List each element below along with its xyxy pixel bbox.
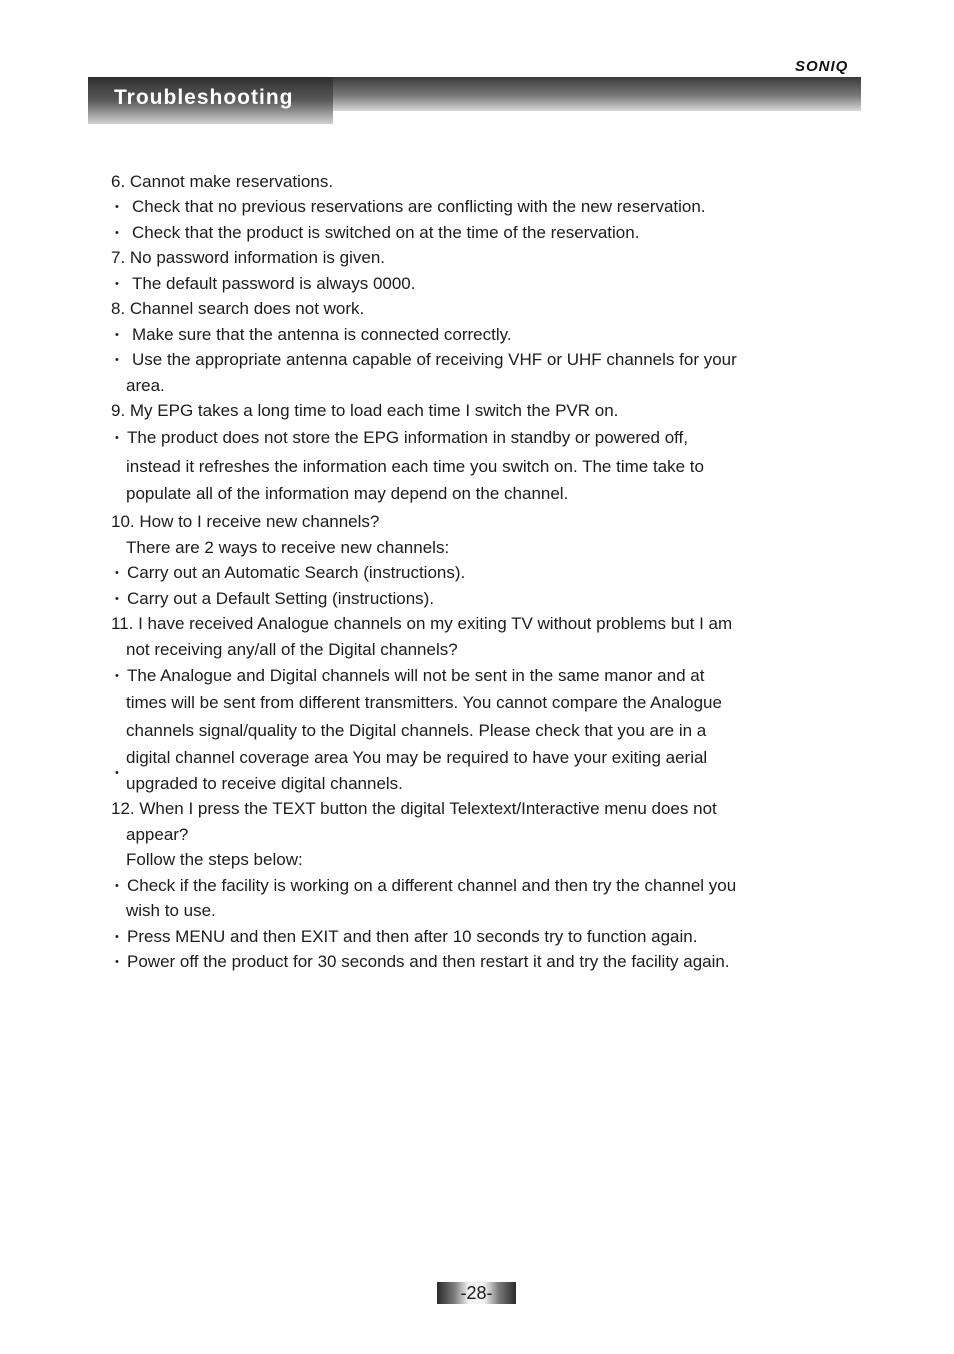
answer-line: wish to use. <box>126 901 216 920</box>
bullet-icon: • <box>115 880 119 892</box>
answer-line: The default password is always 0000. <box>132 274 416 293</box>
answer-line: Check if the facility is working on a different channel and then try the channel you <box>127 876 737 895</box>
bullet-icon: • <box>115 767 119 779</box>
bullet-icon: • <box>115 593 119 605</box>
answer-line: channels signal/quality to the Digital channels. Please check that you are in a <box>126 721 707 740</box>
answer-line: Use the appropriate antenna capable of receiving VHF or UHF channels for your <box>132 350 737 369</box>
page-number: -28- <box>460 1283 493 1303</box>
answer-line: times will be sent from different transmitters. You cannot compare the Analogue <box>126 693 722 712</box>
page-title: Troubleshooting <box>114 86 294 109</box>
question-12: 12. When I press the TEXT button the digital Telextext/Interactive menu does not <box>111 799 717 818</box>
question-11-cont: not receiving any/all of the Digital channels? <box>126 640 458 659</box>
bullet-icon: • <box>115 227 119 239</box>
bullet-icon: • <box>115 354 119 366</box>
answer-line: populate all of the information may depend on the channel. <box>126 484 569 503</box>
brand-logo: SONIQ <box>795 58 849 75</box>
answer-line: area. <box>126 376 165 395</box>
answer-line: There are 2 ways to receive new channels: <box>126 538 450 557</box>
bullet-icon: • <box>115 329 119 341</box>
question-11: 11. I have received Analogue channels on my exiting TV without problems but I am <box>111 614 733 633</box>
answer-line: upgraded to receive digital channels. <box>126 774 403 793</box>
question-8: 8. Channel search does not work. <box>111 299 365 318</box>
answer-line: Check that the product is switched on at the time of the reservation. <box>132 223 640 242</box>
question-12-cont: appear? <box>126 825 189 844</box>
bullet-icon: • <box>115 432 119 444</box>
answer-line: Carry out an Automatic Search (instructions). <box>127 563 466 582</box>
question-9: 9. My EPG takes a long time to load each time I switch the PVR on. <box>111 401 619 420</box>
answer-line: Power off the product for 30 seconds and then restart it and try the facility again. <box>127 952 730 971</box>
answer-line: digital channel coverage area You may be required to have your exiting aerial <box>126 748 708 767</box>
bullet-icon: • <box>115 931 119 943</box>
bullet-icon: • <box>115 956 119 968</box>
bullet-icon: • <box>115 670 119 682</box>
bullet-icon: • <box>115 278 119 290</box>
bullet-icon: • <box>115 567 119 579</box>
answer-line: The product does not store the EPG information in standby or powered off, <box>127 428 689 447</box>
answer-line: The Analogue and Digital channels will not be sent in the same manor and at <box>127 666 705 685</box>
answer-line: Check that no previous reservations are conflicting with the new reservation. <box>132 197 706 216</box>
answer-line: instead it refreshes the information each time you switch on. The time take to <box>126 457 704 476</box>
answer-line: Follow the steps below: <box>126 850 303 869</box>
answer-line: Make sure that the antenna is connected correctly. <box>132 325 512 344</box>
question-6: 6. Cannot make reservations. <box>111 172 334 191</box>
question-10: 10. How to I receive new channels? <box>111 512 380 531</box>
question-7: 7. No password information is given. <box>111 248 386 267</box>
answer-line: Carry out a Default Setting (instructions). <box>127 589 435 608</box>
bullet-icon: • <box>115 201 119 213</box>
answer-line: Press MENU and then EXIT and then after 10 seconds try to function again. <box>127 927 698 946</box>
